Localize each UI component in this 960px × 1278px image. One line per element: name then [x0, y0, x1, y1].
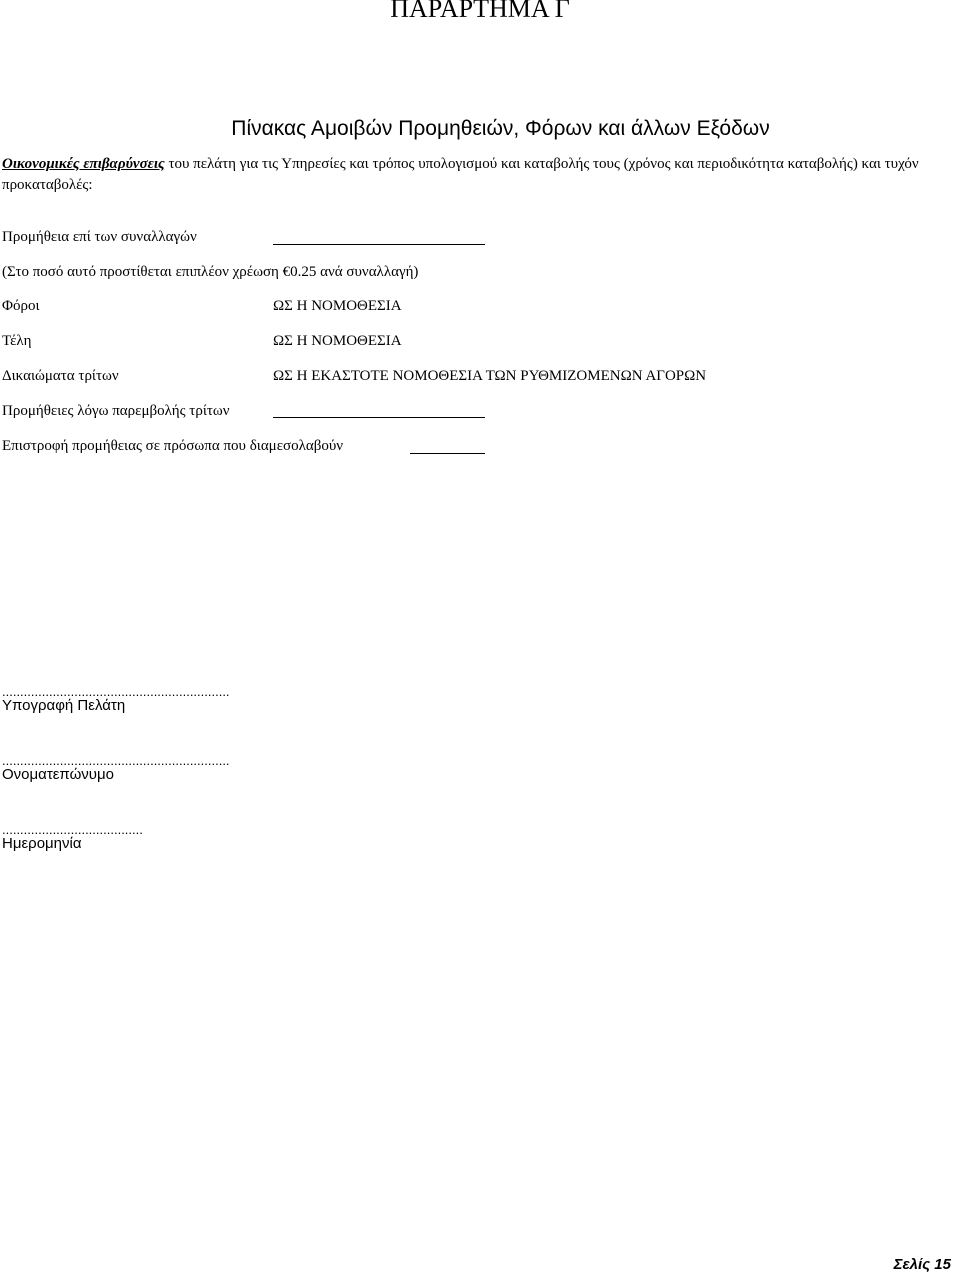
fees-value: ΩΣ Η ΝΟΜΟΘΕΣΙΑ	[273, 333, 402, 349]
rebate-label: Επιστροφή προμήθειας σε πρόσωπα που διαμεσολαβούν	[2, 438, 344, 454]
fees-label: Τέλη	[2, 333, 32, 349]
taxes-value: ΩΣ Η ΝΟΜΟΘΕΣΙΑ	[273, 298, 402, 314]
intro-text: του πελάτη για τις Υπηρεσίες και τρόπος υπολογισμού και καταβολής τους (χρόνος και περιοδικότητα καταβολής) και τυχόν προκαταβολές:	[2, 156, 919, 193]
page-number: Σελίς 15	[893, 1256, 951, 1273]
third-party-commission-blank-line	[273, 417, 485, 418]
full-name-label: Ονοματεπώνυμο	[2, 766, 114, 783]
intro-emphasis: Οικονομικές επιβαρύνσεις	[2, 156, 165, 172]
commission-blank-line	[273, 244, 485, 245]
date-dots: .......................................	[2, 822, 143, 837]
rebate-blank-line	[410, 453, 485, 454]
fees-table-subtitle: Πίνακας Αμοιβών Προμηθειών, Φόρων και άλλων Εξόδων	[231, 117, 770, 140]
date-label: Ημερομηνία	[2, 835, 82, 852]
client-signature-label: Υπογραφή Πελάτη	[2, 697, 126, 714]
third-party-rights-label: Δικαιώματα τρίτων	[2, 368, 119, 384]
taxes-label: Φόροι	[2, 298, 40, 314]
commission-note: (Στο ποσό αυτό προστίθεται επιπλέον χρέωση €0.25 ανά συναλλαγή)	[2, 264, 419, 280]
full-name-dots: ...............................................................	[2, 753, 230, 768]
intro-paragraph	[2, 154, 952, 196]
third-party-commission-label: Προμήθειες λόγω παρεμβολής τρίτων	[2, 403, 230, 419]
commission-label: Προμήθεια επί των συναλλαγών	[2, 229, 197, 245]
third-party-rights-value: ΩΣ Η ΕΚΑΣΤΟΤΕ ΝΟΜΟΘΕΣΙΑ ΤΩΝ ΡΥΘΜΙΖΟΜΕΝΩΝ ΑΓΟΡΩΝ	[273, 368, 707, 384]
client-signature-dots: ...............................................................	[2, 684, 230, 699]
appendix-title: ΠΑΡΑΡΤΗΜΑ Γ	[390, 0, 570, 23]
